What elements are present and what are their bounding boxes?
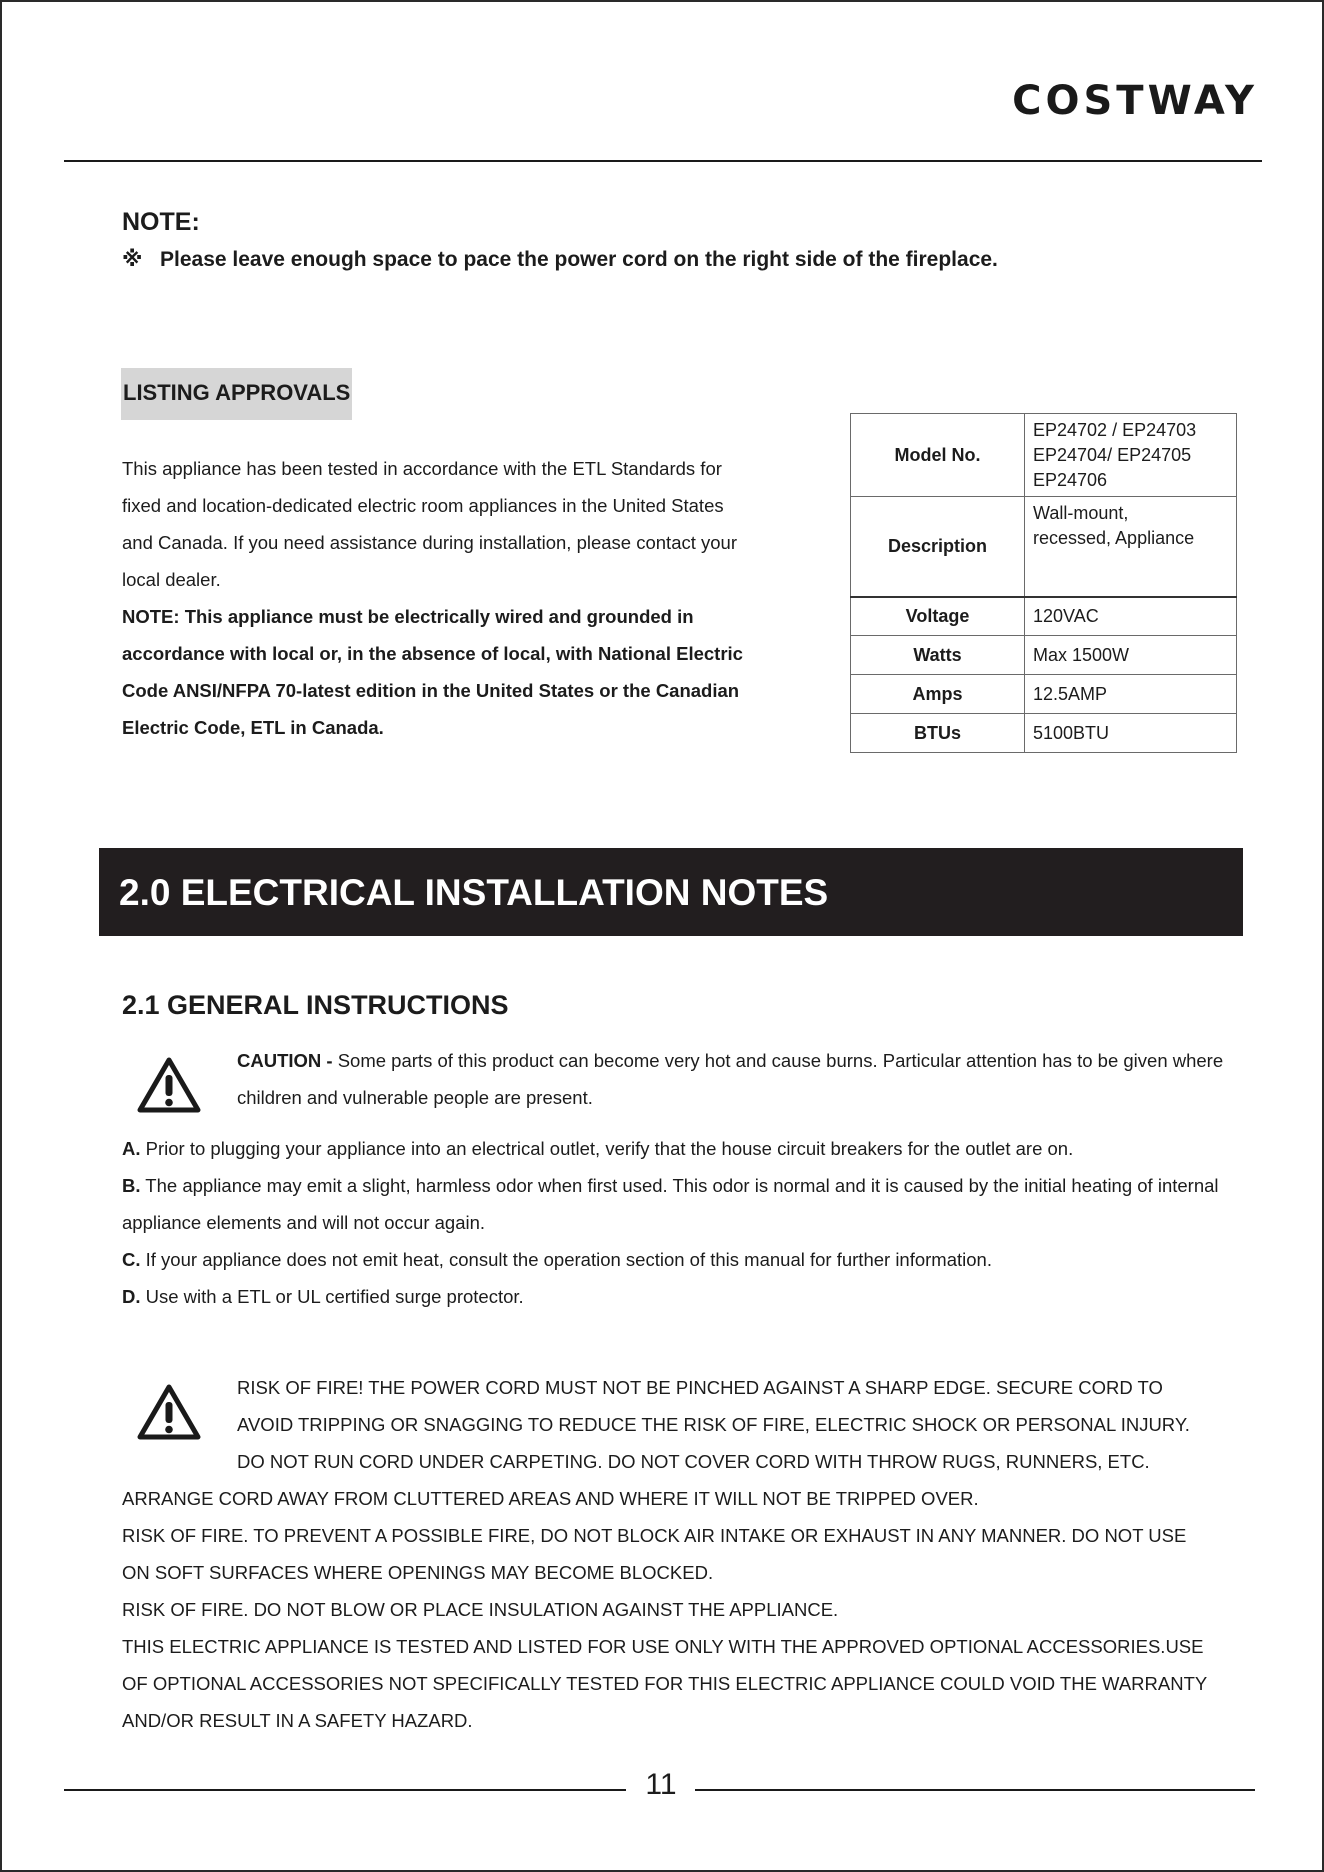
caution-text: Some parts of this product can become very hot and cause burns. Particular attention has to be given where children and vulnerable people are present. [237, 1050, 1224, 1108]
safety-warnings [122, 1480, 1242, 1739]
step-key: C. [122, 1249, 141, 1270]
spec-label: Voltage [851, 597, 1025, 636]
step-text: Use with a ETL or UL certified surge protector. [140, 1286, 524, 1307]
spec-label: BTUs [851, 714, 1025, 753]
listing-note-line: NOTE: This appliance must be electrically wired and grounded in [122, 606, 694, 627]
fire-risk-warning [237, 1369, 1237, 1480]
warning-line: ON SOFT SURFACES WHERE OPENINGS MAY BECOME BLOCKED. [122, 1562, 714, 1583]
step-text: Prior to plugging your appliance into an electrical outlet, verify that the house circuit breakers for the outlet are on. [140, 1138, 1074, 1159]
spec-row-btus [851, 714, 1237, 753]
description-line: recessed, Appliance [1033, 528, 1195, 548]
listing-line: and Canada. If you need assistance during installation, please contact your [122, 532, 738, 553]
spec-label: Description [851, 497, 1025, 597]
spec-label: Watts [851, 636, 1025, 675]
step-key: D. [122, 1286, 141, 1307]
warning-line: AND/OR RESULT IN A SAFETY HAZARD. [122, 1710, 473, 1731]
step-text: The appliance may emit a slight, harmless odor when first used. This odor is normal and it is caused by the initial heating of internal appliance elements and will not occur again. [122, 1175, 1219, 1233]
step-text: If your appliance does not emit heat, consult the operation section of this manual for further information. [140, 1249, 992, 1270]
spec-row-watts [851, 636, 1237, 675]
spec-row-amps [851, 675, 1237, 714]
instruction-step [122, 1241, 1232, 1278]
spec-label: Amps [851, 675, 1025, 714]
instruction-step [122, 1167, 1232, 1241]
step-key: A. [122, 1138, 141, 1159]
description-line: Wall-mount, [1033, 503, 1129, 523]
footer-divider-right [695, 1789, 1255, 1791]
brand-logo: COSTWAY [1012, 78, 1258, 124]
spec-value-model [1025, 414, 1237, 497]
spec-value: 12.5AMP [1025, 675, 1237, 714]
caution-label: CAUTION - [237, 1050, 333, 1071]
warning-line: RISK OF FIRE! THE POWER CORD MUST NOT BE PINCHED AGAINST A SHARP EDGE. SECURE CORD TO [237, 1377, 1163, 1398]
instruction-step [122, 1130, 1232, 1167]
listing-note-line: Code ANSI/NFPA 70-latest edition in the United States or the Canadian [122, 680, 740, 701]
instruction-step [122, 1278, 1232, 1315]
warning-line: RISK OF FIRE. DO NOT BLOW OR PLACE INSULATION AGAINST THE APPLIANCE. [122, 1599, 839, 1620]
warning-triangle-icon [136, 1382, 202, 1442]
step-key: B. [122, 1175, 141, 1196]
listing-approvals-body [122, 450, 832, 746]
spec-value: 5100BTU [1025, 714, 1237, 753]
listing-note-line: Electric Code, ETL in Canada. [122, 717, 384, 738]
note-heading: NOTE: [122, 208, 200, 236]
caution-paragraph [237, 1042, 1237, 1116]
warning-line: OF OPTIONAL ACCESSORIES NOT SPECIFICALLY TESTED FOR THIS ELECTRIC APPLIANCE COULD VOID THE WARRANTY [122, 1673, 1208, 1694]
spec-label: Model No. [851, 414, 1025, 497]
warning-line: ARRANGE CORD AWAY FROM CLUTTERED AREAS AND WHERE IT WILL NOT BE TRIPPED OVER. [122, 1488, 979, 1509]
spec-value: Max 1500W [1025, 636, 1237, 675]
reference-mark: ※ [122, 248, 143, 271]
page-number: 11 [645, 1768, 677, 1801]
instruction-steps [122, 1130, 1232, 1315]
header-divider [64, 160, 1262, 162]
note-line [122, 247, 998, 272]
warning-line: DO NOT RUN CORD UNDER CARPETING. DO NOT COVER CORD WITH THROW RUGS, RUNNERS, ETC. [237, 1451, 1150, 1472]
section-title-banner: 2.0 ELECTRICAL INSTALLATION NOTES [99, 848, 1243, 936]
model-number: EP24702 / EP24703 [1033, 420, 1197, 440]
spec-table [850, 413, 1237, 753]
spec-value: 120VAC [1025, 597, 1237, 636]
spec-row-model [851, 414, 1237, 497]
model-number: EP24704/ EP24705 [1033, 445, 1192, 465]
listing-line: local dealer. [122, 569, 221, 590]
spec-row-description [851, 497, 1237, 597]
spec-value-description [1025, 497, 1237, 597]
warning-line: THIS ELECTRIC APPLIANCE IS TESTED AND LISTED FOR USE ONLY WITH THE APPROVED OPTIONAL ACCESSORIES.USE [122, 1636, 1204, 1657]
listing-line: This appliance has been tested in accordance with the ETL Standards for [122, 458, 722, 479]
footer-divider-left [64, 1789, 626, 1791]
listing-approvals-heading: LISTING APPROVALS [121, 368, 352, 420]
warning-line: AVOID TRIPPING OR SNAGGING TO REDUCE THE RISK OF FIRE, ELECTRIC SHOCK OR PERSONAL INJURY. [237, 1414, 1190, 1435]
warning-line: RISK OF FIRE. TO PREVENT A POSSIBLE FIRE, DO NOT BLOCK AIR INTAKE OR EXHAUST IN ANY MANNER. DO NOT USE [122, 1525, 1187, 1546]
note-text: Please leave enough space to pace the power cord on the right side of the fireplace. [160, 248, 998, 271]
model-number: EP24706 [1033, 470, 1108, 490]
listing-line: fixed and location-dedicated electric room appliances in the United States [122, 495, 724, 516]
general-instructions-heading: 2.1 GENERAL INSTRUCTIONS [122, 990, 509, 1020]
spec-row-voltage [851, 597, 1237, 636]
listing-note-line: accordance with local or, in the absence of local, with National Electric [122, 643, 743, 664]
warning-triangle-icon [136, 1055, 202, 1115]
